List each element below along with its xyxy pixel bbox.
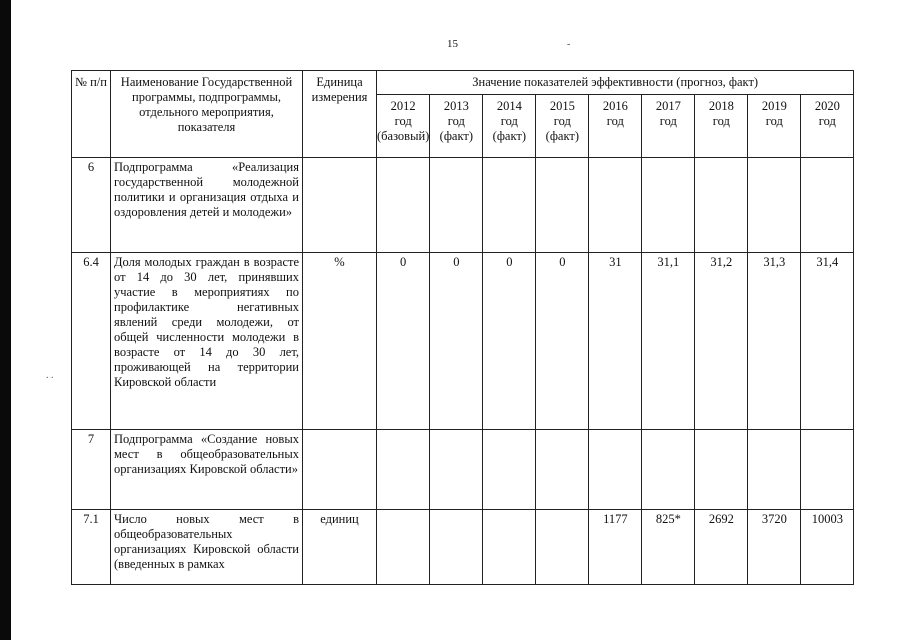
row-unit [303, 158, 377, 253]
value-cell: 31 [589, 253, 642, 430]
value-cell: 0 [377, 253, 430, 430]
table-row [72, 510, 854, 585]
value-cell [483, 158, 536, 253]
value-cell [377, 158, 430, 253]
value-cell: 2692 [695, 510, 748, 585]
header-year-sub: год [447, 114, 465, 128]
value-cell [801, 158, 854, 253]
header-year-2018 [695, 95, 748, 158]
header-year-2014 [483, 95, 536, 158]
value-cell [430, 430, 483, 510]
value-cell [642, 430, 695, 510]
header-year-sub: год [659, 114, 677, 128]
header-year-year: 2013 [443, 99, 469, 113]
value-cell: 825* [642, 510, 695, 585]
value-cell [801, 430, 854, 510]
header-year-2015 [536, 95, 589, 158]
header-year-2020 [801, 95, 854, 158]
header-year-year: 2015 [549, 99, 575, 113]
value-cell [430, 510, 483, 585]
row-number: 6 [72, 158, 111, 253]
header-year-sub: год [500, 114, 518, 128]
scan-artifact: - [567, 39, 571, 50]
header-year-year: 2016 [602, 99, 628, 113]
value-cell: 31,2 [695, 253, 748, 430]
header-year-year: 2020 [814, 99, 840, 113]
header-year-sub: год [712, 114, 730, 128]
value-cell [695, 158, 748, 253]
row-name: Доля молодых граждан в возрасте от 14 до 30 лет, принявших участие в мероприятиях по профилактике негативных явлений среди молодежи, от общей численности молодежи в возрасте от 14 до 30 лет, проживающей на территории Кировской области [111, 253, 303, 430]
table-row [72, 253, 854, 430]
value-cell: 0 [430, 253, 483, 430]
value-cell [748, 430, 801, 510]
value-cell [377, 430, 430, 510]
row-number: 7.1 [72, 510, 111, 585]
header-year-2012 [377, 95, 430, 158]
header-row-top [72, 71, 854, 95]
row-name: Число новых мест в общеобразовательных организациях Кировской области (введенных в рамках [111, 510, 303, 585]
value-cell [536, 158, 589, 253]
row-name: Подпрограмма «Реализация государственной молодежной политики и организация отдыха и оздоровления детей и молодежи» [111, 158, 303, 253]
value-cell: 31,4 [801, 253, 854, 430]
header-year-note: (базовый) [377, 129, 430, 143]
value-cell [536, 510, 589, 585]
performance-indicators-table [71, 70, 854, 585]
value-cell [536, 430, 589, 510]
value-cell [748, 158, 801, 253]
header-year-year: 2018 [708, 99, 734, 113]
row-unit: единиц [303, 510, 377, 585]
header-year-note: (факт) [492, 129, 527, 143]
header-values-title: Значение показателей эффективности (прогноз, факт) [377, 71, 854, 95]
header-year-sub: год [394, 114, 412, 128]
header-year-2017 [642, 95, 695, 158]
header-year-2013 [430, 95, 483, 158]
value-cell [430, 158, 483, 253]
row-unit [303, 430, 377, 510]
value-cell [642, 158, 695, 253]
value-cell [589, 158, 642, 253]
header-year-year: 2014 [496, 99, 522, 113]
header-year-year: 2019 [761, 99, 787, 113]
header-name: Наименование Государственной программы, подпрограммы, отдельного мероприятия, показателя [111, 71, 303, 158]
header-year-year: 2017 [655, 99, 681, 113]
row-number: 6.4 [72, 253, 111, 430]
row-unit: % [303, 253, 377, 430]
value-cell: 0 [536, 253, 589, 430]
header-year-sub: год [818, 114, 836, 128]
value-cell [483, 510, 536, 585]
header-year-2019 [748, 95, 801, 158]
value-cell: 3720 [748, 510, 801, 585]
value-cell: 31,1 [642, 253, 695, 430]
value-cell [695, 430, 748, 510]
value-cell [483, 430, 536, 510]
row-number: 7 [72, 430, 111, 510]
scan-artifact: . . [46, 370, 54, 381]
value-cell [589, 430, 642, 510]
value-cell: 1177 [589, 510, 642, 585]
value-cell [377, 510, 430, 585]
row-name: Подпрограмма «Создание новых мест в общеобразовательных организациях Кировской области» [111, 430, 303, 510]
header-year-note: (факт) [439, 129, 474, 143]
value-cell: 10003 [801, 510, 854, 585]
header-unit: Единица измерения [303, 71, 377, 158]
header-year-sub: год [606, 114, 624, 128]
header-num: № п/п [72, 71, 111, 158]
value-cell: 0 [483, 253, 536, 430]
header-year-sub: год [553, 114, 571, 128]
table-row [72, 158, 854, 253]
header-year-sub: год [765, 114, 783, 128]
header-year-note: (факт) [545, 129, 580, 143]
header-year-year: 2012 [390, 99, 416, 113]
scan-left-edge [0, 0, 11, 640]
header-year-2016 [589, 95, 642, 158]
table-row [72, 430, 854, 510]
value-cell: 31,3 [748, 253, 801, 430]
page-number: 15 [447, 38, 458, 50]
